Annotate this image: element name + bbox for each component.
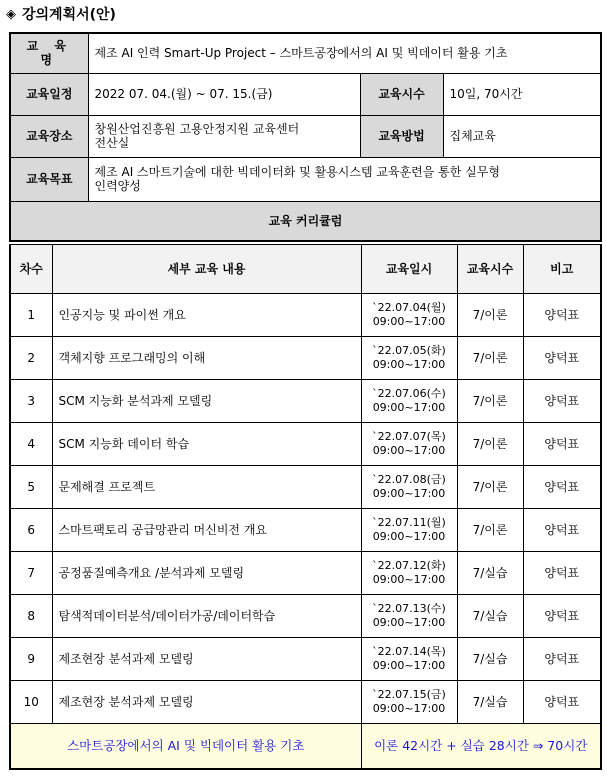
table-row xyxy=(10,638,601,681)
row-time: 09:00~17:00 xyxy=(372,487,446,500)
row-content: 제조현장 분석과제 모델링 xyxy=(52,681,361,724)
info-row-schedule xyxy=(10,73,601,115)
row-no: 5 xyxy=(10,466,52,509)
curriculum-header-row xyxy=(10,201,601,241)
row-datetime xyxy=(361,294,457,337)
row-note: 양덕표 xyxy=(523,509,601,552)
row-content: 인공지능 및 파이썬 개요 xyxy=(52,294,361,337)
row-hours: 7/이론 xyxy=(457,380,523,423)
row-hours: 7/이론 xyxy=(457,509,523,552)
row-no: 8 xyxy=(10,595,52,638)
row-no: 4 xyxy=(10,423,52,466)
row-date: `22.07.07(목) xyxy=(372,430,446,443)
goal-label: 교육목표 xyxy=(10,157,88,201)
row-content: 탐색적데이터분석/데이터가공/데이터학습 xyxy=(52,595,361,638)
summary-course-title: 스마트공장에서의 AI 및 빅데이터 활용 기초 xyxy=(10,724,361,770)
row-time: 09:00~17:00 xyxy=(372,702,446,715)
row-content: 제조현장 분석과제 모델링 xyxy=(52,638,361,681)
course-name-value: 제조 AI 인력 Smart-Up Project – 스마트공장에서의 AI 및 빅데이터 활용 기초 xyxy=(88,33,601,73)
row-time: 09:00~17:00 xyxy=(372,616,446,629)
col-header-note: 비고 xyxy=(523,245,601,294)
row-hours: 7/실습 xyxy=(457,681,523,724)
table-row xyxy=(10,423,601,466)
row-datetime xyxy=(361,638,457,681)
row-datetime xyxy=(361,595,457,638)
col-header-no: 차수 xyxy=(10,245,52,294)
row-date: `22.07.15(금) xyxy=(372,688,446,701)
row-datetime xyxy=(361,423,457,466)
curriculum-table xyxy=(9,244,602,770)
row-no: 9 xyxy=(10,638,52,681)
row-datetime xyxy=(361,466,457,509)
row-content: 문제해결 프로젝트 xyxy=(52,466,361,509)
col-header-date: 교육일시 xyxy=(361,245,457,294)
method-label: 교육방법 xyxy=(360,115,443,157)
table-row xyxy=(10,552,601,595)
info-row-name xyxy=(10,33,601,73)
place-label: 교육장소 xyxy=(10,115,88,157)
row-note: 양덕표 xyxy=(523,552,601,595)
course-name-label: 교 육 명 xyxy=(10,33,88,73)
row-date: `22.07.04(월) xyxy=(372,301,446,314)
row-hours: 7/이론 xyxy=(457,294,523,337)
table-row xyxy=(10,466,601,509)
row-date: `22.07.13(수) xyxy=(372,602,446,615)
schedule-label: 교육일정 xyxy=(10,73,88,115)
row-note: 양덕표 xyxy=(523,423,601,466)
row-date: `22.07.05(화) xyxy=(372,344,446,357)
document-heading: 강의계획서(안) xyxy=(22,7,116,23)
place-value-line2: 전산실 xyxy=(94,136,130,150)
row-no: 6 xyxy=(10,509,52,552)
schedule-value: 2022 07. 04.(월) ~ 07. 15.(금) xyxy=(88,73,360,115)
row-hours: 7/실습 xyxy=(457,595,523,638)
row-note: 양덕표 xyxy=(523,294,601,337)
row-date: `22.07.11(월) xyxy=(372,516,446,529)
place-value xyxy=(88,115,360,157)
row-time: 09:00~17:00 xyxy=(372,401,446,414)
row-time: 09:00~17:00 xyxy=(372,659,446,672)
row-hours: 7/이론 xyxy=(457,423,523,466)
goal-value-line1: 제조 AI 스마트기술에 대한 빅데이터화 및 활용시스템 교육훈련을 통한 실무형 xyxy=(94,165,500,179)
goal-value-line2: 인력양성 xyxy=(94,179,141,193)
row-no: 3 xyxy=(10,380,52,423)
table-row xyxy=(10,509,601,552)
row-datetime xyxy=(361,552,457,595)
row-time: 09:00~17:00 xyxy=(372,358,446,371)
row-hours: 7/실습 xyxy=(457,638,523,681)
row-no: 1 xyxy=(10,294,52,337)
method-value: 집체교육 xyxy=(443,115,601,157)
info-row-goal xyxy=(10,157,601,201)
row-date: `22.07.12(화) xyxy=(372,559,446,572)
curriculum-summary-row xyxy=(10,724,601,770)
row-datetime xyxy=(361,337,457,380)
row-note: 양덕표 xyxy=(523,337,601,380)
col-header-hours: 교육시수 xyxy=(457,245,523,294)
row-date: `22.07.08(금) xyxy=(372,473,446,486)
row-time: 09:00~17:00 xyxy=(372,530,446,543)
row-note: 양덕표 xyxy=(523,380,601,423)
table-row xyxy=(10,380,601,423)
row-content: 공정품질예측개요 /분석과제 모델링 xyxy=(52,552,361,595)
curriculum-title: 교육 커리큘럼 xyxy=(10,201,601,241)
goal-value xyxy=(88,157,601,201)
table-row xyxy=(10,337,601,380)
diamond-bullet-icon: ◈ xyxy=(6,6,16,22)
row-content: 객체지향 프로그래밍의 이해 xyxy=(52,337,361,380)
curriculum-column-headers xyxy=(10,245,601,294)
curriculum-rows xyxy=(10,294,601,724)
col-header-content: 세부 교육 내용 xyxy=(52,245,361,294)
table-row xyxy=(10,681,601,724)
row-date: `22.07.06(수) xyxy=(372,387,446,400)
course-info-table xyxy=(9,32,602,242)
row-note: 양덕표 xyxy=(523,681,601,724)
row-note: 양덕표 xyxy=(523,595,601,638)
row-time: 09:00~17:00 xyxy=(372,573,446,586)
row-hours: 7/실습 xyxy=(457,552,523,595)
row-note: 양덕표 xyxy=(523,466,601,509)
row-datetime xyxy=(361,509,457,552)
table-row xyxy=(10,595,601,638)
row-content: SCM 지능화 데이터 학습 xyxy=(52,423,361,466)
summary-total-hours: 이론 42시간 + 실습 28시간 ⇒ 70시간 xyxy=(361,724,601,770)
place-value-line1: 창원산업진흥원 고용안정지원 교육센터 xyxy=(94,122,300,136)
row-content: 스마트팩토리 공급망관리 머신비전 개요 xyxy=(52,509,361,552)
row-time: 09:00~17:00 xyxy=(372,444,446,457)
row-hours: 7/이론 xyxy=(457,466,523,509)
row-content: SCM 지능화 분석과제 모델링 xyxy=(52,380,361,423)
row-no: 7 xyxy=(10,552,52,595)
row-note: 양덕표 xyxy=(523,638,601,681)
row-time: 09:00~17:00 xyxy=(372,315,446,328)
hours-label: 교육시수 xyxy=(360,73,443,115)
row-datetime xyxy=(361,681,457,724)
document-title xyxy=(6,4,116,24)
table-row xyxy=(10,294,601,337)
row-date: `22.07.14(목) xyxy=(372,645,446,658)
hours-value: 10일, 70시간 xyxy=(443,73,601,115)
row-hours: 7/이론 xyxy=(457,337,523,380)
row-no: 10 xyxy=(10,681,52,724)
info-row-place xyxy=(10,115,601,157)
row-no: 2 xyxy=(10,337,52,380)
row-datetime xyxy=(361,380,457,423)
